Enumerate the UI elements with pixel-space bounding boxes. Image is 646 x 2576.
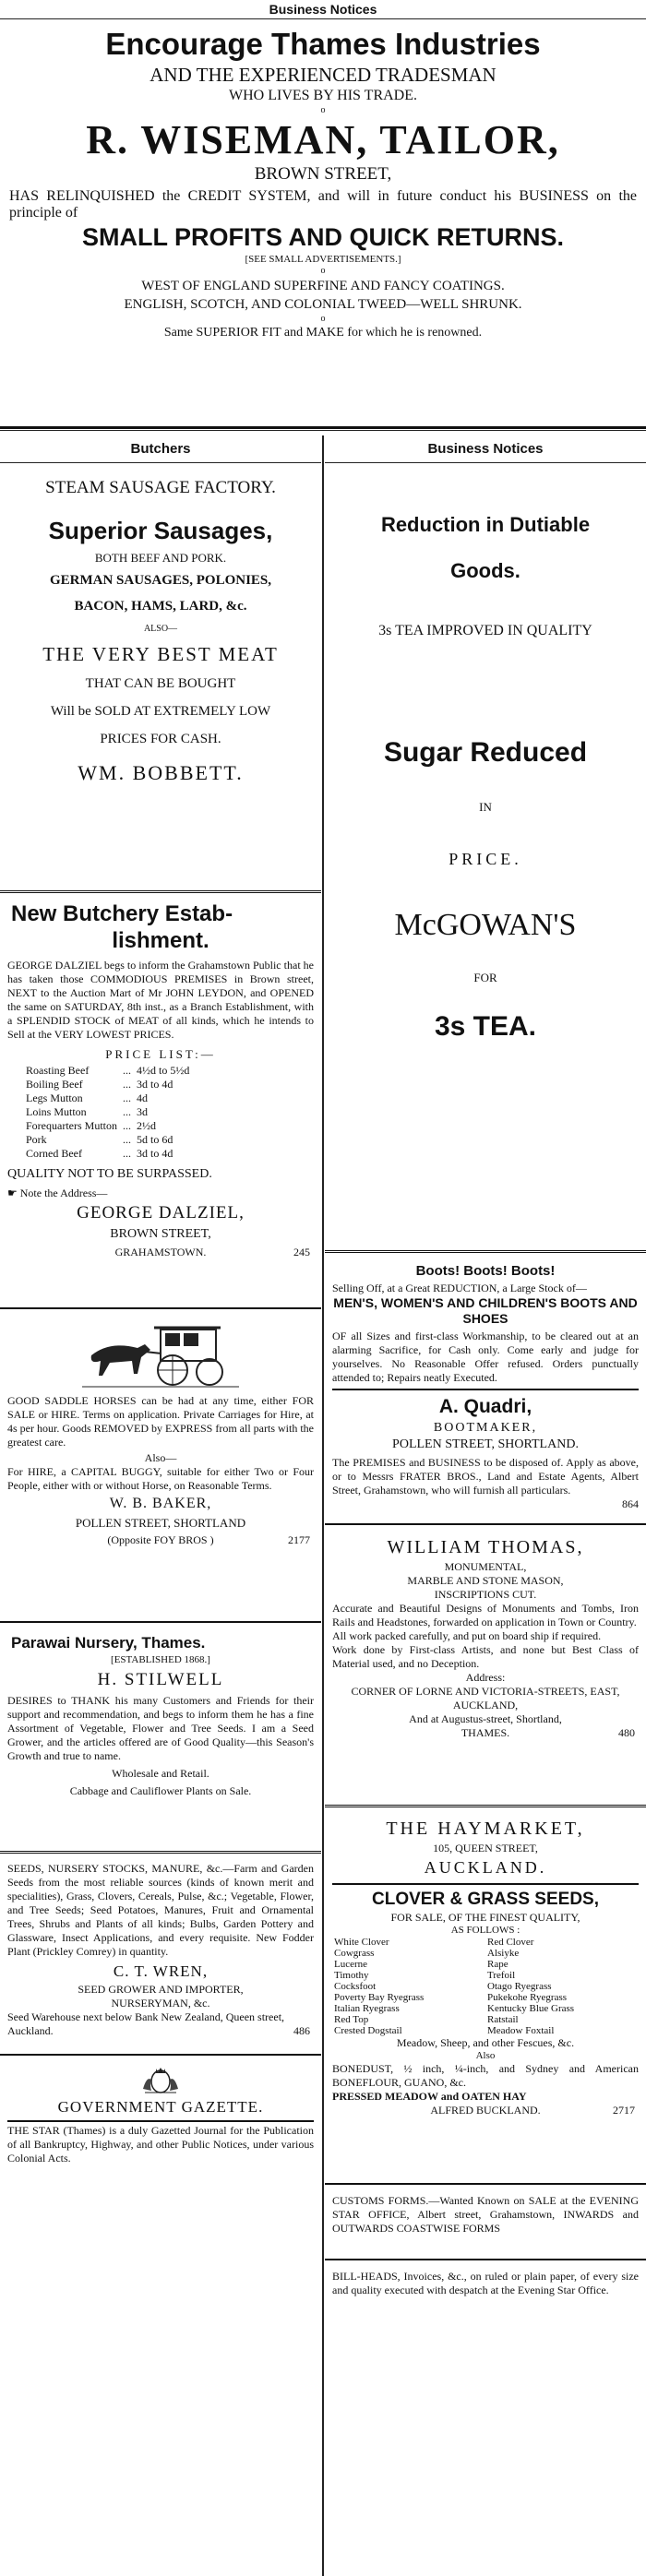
price-item: Forequarters Mutton — [26, 1119, 117, 1132]
quadri-body-2: The PREMISES and BUSINESS to be disposed of. Apply as above, or to Messrs FRATER BROS., Land and Estate Agents, Albert Street, Grahamstown, who will furnish all particulars. — [332, 1456, 639, 1497]
rule — [0, 890, 321, 893]
price-row — [26, 1091, 195, 1105]
wren-title-2: NURSERYMAN, &c. — [111, 1997, 210, 2010]
wren-body: SEEDS, NURSERY STOCKS, MANURE, &c.—Farm and Garden Seeds from the most reliable sources (kinds of known merit and specialities), Grass, Clovers, Cereals, Pulse, &c.; Vegetable, Flower, and Tree Seeds; Seed Potatoes, Manures, Fruit and Ornamental Trees, Shrubs and Plants of all kinds; Bulbs, Garden Pottery and Glassware, Insect Applications, and every requisite. New Fodder Plant (Prickley Comrey) in quantity. — [7, 1862, 314, 1958]
price-row — [26, 1078, 195, 1091]
wiseman-ad — [0, 20, 646, 426]
wren-addr: Seed Warehouse next below Bank New Zealand, Queen street, Auckland. — [7, 2010, 285, 2037]
section-rule-2 — [0, 430, 646, 431]
left-column — [0, 435, 321, 2170]
thomas-address-label: Address: — [465, 1671, 506, 1684]
dalziel-title-1: New Butchery Estab- — [11, 901, 233, 926]
rule — [332, 1389, 639, 1390]
haymarket-sign-line — [332, 2104, 639, 2117]
seed-row — [332, 1959, 639, 1970]
rule — [325, 1250, 646, 1253]
bobbett-sold: Will be SOLD AT EXTREMELY LOW — [50, 704, 271, 719]
dalziel-street: BROWN STREET, — [110, 1227, 211, 1241]
haymarket-heading-3: AS FOLLOWS : — [450, 1925, 520, 1936]
mcgowan-line-7: McGOWAN'S — [394, 908, 577, 942]
mcgowan-line-9: 3s TEA. — [434, 1011, 537, 1042]
dalziel-title-2: lishment. — [112, 928, 209, 953]
dalziel-num: 245 — [293, 1246, 310, 1258]
left-column-header: Butchers — [130, 441, 191, 457]
baker-body: GOOD SADDLE HORSES can be had at any time, either FOR SALE or HIRE. Terms on application. Private Carriages for Hire, at 4s per hour. Goods REMOVED by EXPRESS from all parts with the greatest care. — [7, 1394, 314, 1449]
thomas-title-1: MONUMENTAL, — [444, 1560, 527, 1573]
rule — [325, 2259, 646, 2260]
dalziel-note-text: Note the Address— — [19, 1187, 108, 1199]
wren-addr-line — [7, 2010, 314, 2038]
rule — [0, 1851, 321, 1854]
bobbett-sausages: Superior Sausages, — [48, 517, 273, 544]
seed-name: Trefoil — [487, 1970, 516, 1981]
seed-row — [332, 1937, 639, 1948]
haymarket-title: THE HAYMARKET, — [386, 1819, 585, 1839]
price-dots: ... — [122, 1091, 131, 1104]
customs-body: CUSTOMS FORMS.—Wanted Known on SALE at the EVENING STAR OFFICE, Albert street, Grahamstown, INWARDS and OUTWARDS COASTWISE FORMS — [332, 2194, 639, 2235]
price-dots: ... — [122, 1147, 131, 1160]
price-row — [26, 1105, 195, 1119]
wiseman-street: BROWN STREET, — [254, 164, 392, 184]
bobbett-title: STEAM SAUSAGE FACTORY. — [45, 478, 276, 497]
seed-name: Cowgrass — [334, 1948, 375, 1959]
seed-row — [332, 1981, 639, 1992]
quadri-title: BOOTMAKER, — [433, 1421, 538, 1435]
bobbett-ad — [0, 463, 321, 888]
royal-crest-icon — [7, 2065, 314, 2096]
page-header: Business Notices — [269, 2, 377, 17]
seed-row — [332, 1970, 639, 1981]
bobbett-meat: THE VERY BEST MEAT — [42, 643, 279, 665]
thomas-body-3: Work done by First-class Artists, and none but Best Class of Material used, and no Deception. — [332, 1643, 639, 1670]
seed-name: Meadow Foxtail — [487, 2025, 555, 2036]
price-row — [26, 1064, 195, 1078]
wiseman-subline2: WHO LIVES BY HIS TRADE. — [229, 88, 417, 103]
mcgowan-line-5: IN — [479, 800, 492, 814]
price-value: 5d to 6d — [136, 1133, 173, 1146]
bobbett-prices: PRICES FOR CASH. — [100, 732, 221, 746]
rule — [0, 1307, 321, 1309]
wiseman-coatings: WEST OF ENGLAND SUPERFINE AND FANCY COATINGS. — [141, 279, 505, 293]
baker-street: POLLEN STREET, SHORTLAND — [75, 1516, 246, 1530]
bobbett-also: ALSO— — [143, 624, 178, 634]
seed-name: Red Top — [334, 2014, 369, 2025]
stilwell-est: [ESTABLISHED 1868.] — [111, 1654, 210, 1665]
price-item: Boiling Beef — [26, 1078, 83, 1091]
bobbett-bacon: BACON, HAMS, LARD, &c. — [74, 599, 247, 614]
wren-num: 486 — [293, 2024, 310, 2037]
price-item: Pork — [26, 1133, 47, 1146]
bobbett-name: WM. BOBBETT. — [78, 761, 244, 784]
pointing-hand-icon: ☛ — [7, 1187, 20, 1199]
wiseman-name: R. WISEMAN, TAILOR, — [86, 117, 560, 162]
seed-name: Rape — [487, 1959, 508, 1970]
price-value: 3d — [136, 1105, 148, 1118]
price-dots: ... — [122, 1119, 131, 1132]
thomas-title-3: INSCRIPTIONS CUT. — [434, 1588, 537, 1601]
mcgowan-line-6: PRICE. — [449, 850, 522, 868]
wiseman-tweed: ENGLISH, SCOTCH, AND COLONIAL TWEED—WELL SHRUNK. — [124, 297, 522, 312]
seed-name: Alsiyke — [487, 1948, 520, 1959]
quadri-body: OF all Sizes and first-class Workmanship, to be cleared out at an alarming Sacrifice, for Cash only. Come early and judge for yourselves. No Reasonable Offer refused. Orders punctually attended to; Repairs neatly Executed. — [332, 1330, 639, 1384]
price-dots: ... — [122, 1105, 131, 1118]
dalziel-town-line — [7, 1244, 314, 1260]
wiseman-headline: Encourage Thames Industries — [105, 27, 541, 61]
price-value: 3d to 4d — [136, 1147, 173, 1160]
mcgowan-line-1: Reduction in Dutiable — [380, 513, 591, 536]
price-row — [26, 1147, 195, 1161]
seed-name: Otago Ryegrass — [487, 1981, 552, 1992]
quadri-sell: Selling Off, at a Great REDUCTION, a Large Stock of— — [332, 1282, 587, 1294]
dalziel-quality: QUALITY NOT TO BE SURPASSED. — [7, 1167, 212, 1181]
seed-row — [332, 1992, 639, 2003]
seed-name: Ratstail — [487, 2014, 519, 2025]
stilwell-wholesale: Wholesale and Retail. — [112, 1767, 209, 1780]
price-value: 4½d to 5½d — [136, 1064, 190, 1077]
price-item: Legs Mutton — [26, 1091, 83, 1104]
price-item: Loins Mutton — [26, 1105, 87, 1118]
haymarket-pressed: PRESSED MEADOW and OATEN HAY — [332, 2090, 527, 2103]
seed-name: Kentucky Blue Grass — [487, 2003, 575, 2014]
rule — [0, 1621, 321, 1623]
mcgowan-line-8: FOR — [473, 971, 497, 984]
price-dots: ... — [122, 1078, 131, 1091]
baker-body-2: For HIRE, a CAPITAL BUGGY, suitable for either Two or Four People, either with or without Horse, on Reasonable Terms. — [7, 1465, 314, 1492]
haymarket-name: ALFRED BUCKLAND. — [430, 2104, 541, 2117]
haymarket-city: AUCKLAND. — [424, 1858, 547, 1877]
price-item: Roasting Beef — [26, 1064, 90, 1077]
price-row — [26, 1119, 195, 1133]
wiseman-body: HAS RELINQUISHED the CREDIT SYSTEM, and will in future conduct his BUSINESS on the principle of — [9, 188, 637, 221]
rule — [332, 1883, 639, 1885]
dalziel-body: GEORGE DALZIEL begs to inform the Grahamstown Public that he has taken those COMMODIOUS PREMISES in Brown street, NEXT to the Auction Mart of Mr JOHN LEYDON, and OPENED the same on SATURDAY, 8th inst., as a Branch Establishment, with a SPLENDID STOCK of MEAT of all kinds, which he intends to Sell at the VERY LOWEST PRICES. — [7, 959, 314, 1041]
haymarket-heading-1: CLOVER & GRASS SEEDS, — [372, 1890, 599, 1909]
header-rule — [0, 18, 646, 19]
wren-name: C. T. WREN, — [113, 1962, 209, 1980]
thomas-address-2: And at Augustus-street, Shortland, — [409, 1712, 562, 1725]
ornament: o — [320, 105, 326, 115]
wren-ad — [0, 1856, 321, 2050]
price-dots: ... — [122, 1133, 131, 1146]
dalziel-name: GEORGE DALZIEL, — [77, 1203, 245, 1222]
seed-name: Lucerne — [334, 1959, 368, 1970]
seed-name: Italian Ryegrass — [334, 2003, 400, 2014]
right-column-header: Business Notices — [427, 441, 544, 457]
horse-carriage-illustration — [7, 1318, 314, 1394]
bobbett-beef: BOTH BEEF AND PORK. — [94, 551, 227, 565]
dalziel-price-header: PRICE LIST:— — [105, 1047, 216, 1061]
thomas-num: 480 — [618, 1726, 635, 1739]
bobbett-bought: THAT CAN BE BOUGHT — [85, 676, 236, 691]
wren-title-1: SEED GROWER AND IMPORTER, — [78, 1983, 244, 1996]
baker-ad — [0, 1313, 321, 1617]
wiseman-subline: AND THE EXPERIENCED TRADESMAN — [150, 64, 496, 86]
thomas-ad — [325, 1529, 646, 1802]
seed-table — [332, 1937, 639, 2036]
baker-num: 2177 — [288, 1533, 310, 1546]
quadri-ad — [325, 1256, 646, 1520]
mcgowan-line-3: 3s TEA IMPROVED IN QUALITY — [378, 623, 592, 638]
thomas-address-1: CORNER OF LORNE AND VICTORIA-STREETS, EAST, AUCKLAND, — [351, 1685, 620, 1711]
dalziel-price-table — [26, 1064, 195, 1161]
wiseman-see: [SEE SMALL ADVERTISEMENTS.] — [245, 254, 401, 265]
thomas-title-2: MARBLE AND STONE MASON, — [407, 1574, 564, 1587]
seed-name: Poverty Bay Ryegrass — [334, 1992, 425, 2003]
dalziel-note — [7, 1185, 314, 1201]
haymarket-also: Also — [475, 2050, 496, 2061]
seed-row — [332, 2025, 639, 2036]
haymarket-bone: BONEDUST, ½ inch, ¼-inch, and Sydney and American BONEFLOUR, GUANO, &c. — [332, 2062, 639, 2089]
customs-ad — [325, 2188, 646, 2255]
thomas-body: Accurate and Beautiful Designs of Monuments and Tombs, Iron Rails and Headstones, forwarded on application in Town or Country. — [332, 1602, 639, 1628]
wiseman-slogan: SMALL PROFITS AND QUICK RETURNS. — [81, 223, 564, 251]
thomas-town-line — [332, 1726, 639, 1740]
stilwell-name: H. STILWELL — [97, 1670, 224, 1689]
rule — [325, 1523, 646, 1525]
right-column — [325, 435, 646, 2329]
ornament: o — [320, 314, 326, 324]
section-rule — [0, 426, 646, 429]
gazette-title: GOVERNMENT GAZETTE. — [57, 2098, 264, 2116]
price-value: 4d — [136, 1091, 148, 1104]
price-row — [26, 1133, 195, 1147]
gazette-ad — [0, 2059, 321, 2170]
baker-opp-line — [7, 1532, 314, 1548]
seed-name: Red Clover — [487, 1937, 534, 1948]
thomas-town: THAMES. — [461, 1726, 510, 1739]
stilwell-title: Parawai Nursery, Thames. — [11, 1634, 206, 1652]
price-value: 2½d — [136, 1119, 156, 1132]
baker-also: Also— — [144, 1451, 177, 1464]
dalziel-town: GRAHAMSTOWN. — [114, 1246, 207, 1258]
bobbett-german: GERMAN SAUSAGES, POLONIES, — [49, 573, 272, 588]
ornament: o — [320, 266, 326, 276]
stilwell-ad — [0, 1627, 321, 1848]
billheads-body: BILL-HEADS, Invoices, &c., on ruled or plain paper, of every size and quality executed with despatch at the Evening Star Office. — [332, 2270, 639, 2296]
price-value: 3d to 4d — [136, 1078, 173, 1091]
haymarket-ad — [325, 1810, 646, 2179]
price-item: Corned Beef — [26, 1147, 82, 1160]
stilwell-body: DESIRES to THANK his many Customers and Friends for their support and recommendation, and begs to inform them he has a fine Assortment of Vegetable, Flower and Tree Seeds. I am a Seed Grower, and the articles offered are of Good Quality—this Season's Growth and true to name. — [7, 1694, 314, 1762]
rule — [325, 2183, 646, 2185]
haymarket-heading-2: FOR SALE, OF THE FINEST QUALITY, — [390, 1911, 580, 1924]
column-divider — [322, 435, 324, 2576]
seed-row — [332, 1948, 639, 1959]
seed-row — [332, 2014, 639, 2025]
seed-name: Crested Dogstail — [334, 2025, 402, 2036]
seed-name: Cocksfoot — [334, 1981, 377, 1992]
dalziel-ad — [0, 896, 321, 1304]
thomas-body-2: All work packed carefully, and put on board ship if required. — [332, 1629, 602, 1642]
wiseman-fit: Same SUPERIOR FIT and MAKE for which he is renowned. — [163, 326, 483, 340]
mcgowan-line-4: Sugar Reduced — [383, 737, 588, 768]
haymarket-num: 2717 — [613, 2104, 635, 2117]
thomas-name: WILLIAM THOMAS, — [387, 1537, 584, 1557]
rule — [325, 1805, 646, 1807]
seed-name: Timothy — [334, 1970, 369, 1981]
quadri-num: 864 — [622, 1497, 639, 1510]
mcgowan-line-2: Goods. — [450, 559, 520, 582]
gazette-body: THE STAR (Thames) is a duly Gazetted Journal for the Publication of all Bankruptcy, Highway, and other Public Notices, under various Colonial Acts. — [7, 2124, 314, 2165]
rule — [7, 2120, 314, 2122]
quadri-name: A. Quadri, — [438, 1396, 532, 1417]
quadri-street: POLLEN STREET, SHORTLAND. — [392, 1437, 579, 1451]
haymarket-meadow: Meadow, Sheep, and other Fescues, &c. — [396, 2036, 575, 2049]
mcgowan-ad — [325, 463, 646, 1247]
rule — [0, 2054, 321, 2056]
price-dots: ... — [122, 1064, 131, 1077]
quadri-boots: Boots! Boots! Boots! — [415, 1263, 556, 1279]
baker-name: W. B. BAKER, — [109, 1496, 212, 1511]
baker-opp: (Opposite FOY BROS ) — [107, 1533, 214, 1546]
billheads-ad — [325, 2264, 646, 2329]
seed-name: White Clover — [334, 1937, 389, 1948]
haymarket-address: 105, QUEEN STREET, — [433, 1842, 538, 1854]
stilwell-cabbage: Cabbage and Cauliflower Plants on Sale. — [69, 1784, 252, 1797]
quadri-mens: MEN'S, WOMEN'S AND CHILDREN'S BOOTS AND SHOES — [333, 1295, 638, 1326]
seed-row — [332, 2003, 639, 2014]
seed-name: Pukekohe Ryegrass — [487, 1992, 568, 2003]
